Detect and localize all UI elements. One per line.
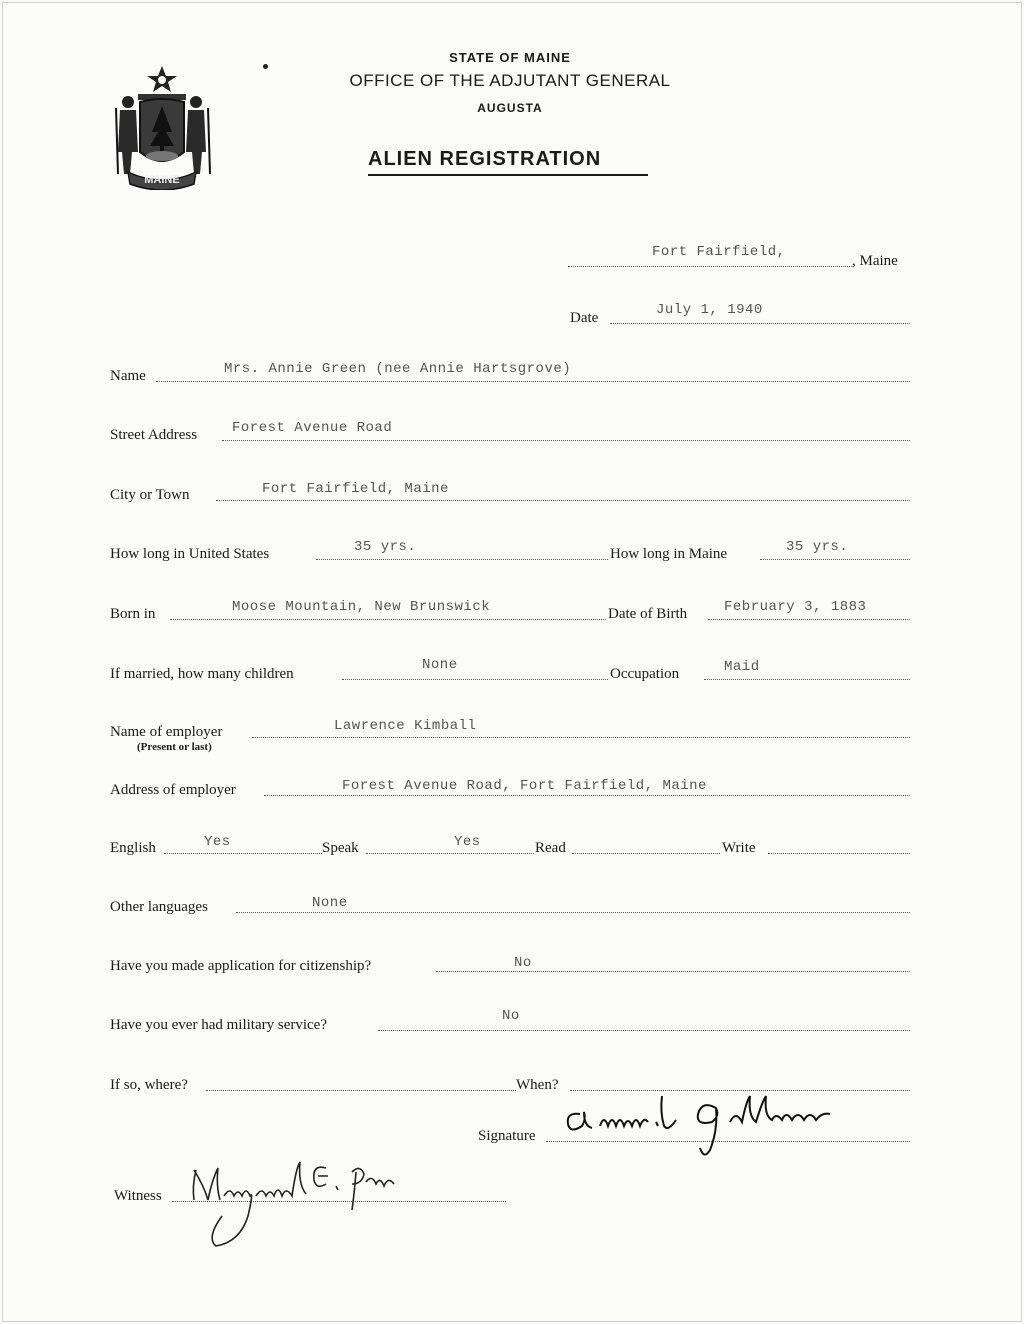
languages-value: None: [312, 895, 348, 911]
languages-line: [236, 912, 910, 913]
languages-label: Other languages: [110, 899, 208, 915]
citizenship-value: No: [514, 955, 532, 971]
read-line: [572, 853, 720, 854]
us-time-line: [316, 559, 608, 560]
place-line: [568, 266, 854, 267]
read-label: Read: [535, 840, 566, 856]
children-label: If married, how many children: [110, 666, 294, 682]
where-label: If so, where?: [110, 1077, 188, 1093]
speak-label: Speak: [322, 840, 359, 856]
form-title: ALIEN REGISTRATION: [368, 148, 648, 176]
military-value: No: [502, 1008, 520, 1024]
us-time-label: How long in United States: [110, 546, 270, 562]
write-label: Write: [722, 840, 756, 856]
employer-address-value: Forest Avenue Road, Fort Fairfield, Maine: [342, 778, 707, 794]
street-line: [222, 440, 910, 441]
state-seal: [108, 62, 216, 190]
dob-label: Date of Birth: [608, 606, 688, 622]
speak-value: Yes: [454, 834, 481, 850]
children-line: [342, 679, 608, 680]
city-town-label: City or Town: [110, 487, 190, 503]
employer-label: Name of employer: [110, 724, 223, 740]
citizenship-line: [436, 971, 910, 972]
maine-time-label: How long in Maine: [610, 546, 728, 562]
write-line: [768, 853, 910, 854]
occupation-label: Occupation: [610, 666, 680, 682]
dob-value: February 3, 1883: [724, 599, 867, 615]
name-label: Name: [110, 368, 146, 384]
city-heading: AUGUSTA: [477, 101, 543, 115]
occupation-value: Maid: [724, 659, 760, 675]
employer-value: Lawrence Kimball: [334, 718, 477, 734]
english-label: English: [110, 840, 156, 856]
witness-signature: [176, 1156, 406, 1252]
date-label: Date: [570, 310, 599, 326]
military-label: Have you ever had military service?: [110, 1017, 327, 1033]
seal-ribbon-text: MAINE: [144, 174, 180, 186]
military-line: [378, 1030, 910, 1031]
date-value: July 1, 1940: [656, 302, 763, 318]
dob-line: [708, 619, 910, 620]
witness-label: Witness: [114, 1188, 162, 1204]
date-line: [610, 323, 910, 324]
city-town-line: [216, 500, 910, 501]
when-line: [570, 1090, 910, 1091]
name-line: [156, 381, 910, 382]
employer-address-label: Address of employer: [110, 782, 236, 798]
maine-time-line: [760, 559, 910, 560]
place-value: Fort Fairfield,: [652, 244, 786, 260]
english-value: Yes: [204, 834, 231, 850]
occupation-line: [704, 679, 910, 680]
born-value: Moose Mountain, New Brunswick: [232, 599, 491, 615]
employer-sublabel: (Present or last): [137, 741, 212, 753]
children-value: None: [422, 657, 458, 673]
when-label: When?: [516, 1077, 559, 1093]
name-value: Mrs. Annie Green (nee Annie Hartsgrove): [224, 361, 572, 377]
state-heading: STATE OF MAINE: [449, 50, 571, 65]
office-heading: OFFICE OF THE ADJUTANT GENERAL: [349, 71, 671, 90]
employer-line: [252, 737, 910, 738]
ink-dot: [263, 64, 268, 69]
signature-label: Signature: [478, 1128, 536, 1144]
city-town-value: Fort Fairfield, Maine: [262, 481, 449, 497]
citizenship-label: Have you made application for citizenship?: [110, 958, 372, 974]
street-label: Street Address: [110, 427, 198, 443]
speak-line: [366, 853, 534, 854]
born-line: [170, 619, 606, 620]
us-time-value: 35 yrs.: [354, 539, 417, 555]
born-label: Born in: [110, 606, 156, 622]
english-line: [164, 853, 322, 854]
where-line: [206, 1090, 516, 1091]
street-value: Forest Avenue Road: [232, 420, 393, 436]
applicant-signature: [560, 1092, 924, 1164]
employer-address-line: [264, 795, 910, 796]
place-suffix: , Maine: [852, 253, 898, 269]
maine-time-value: 35 yrs.: [786, 539, 849, 555]
